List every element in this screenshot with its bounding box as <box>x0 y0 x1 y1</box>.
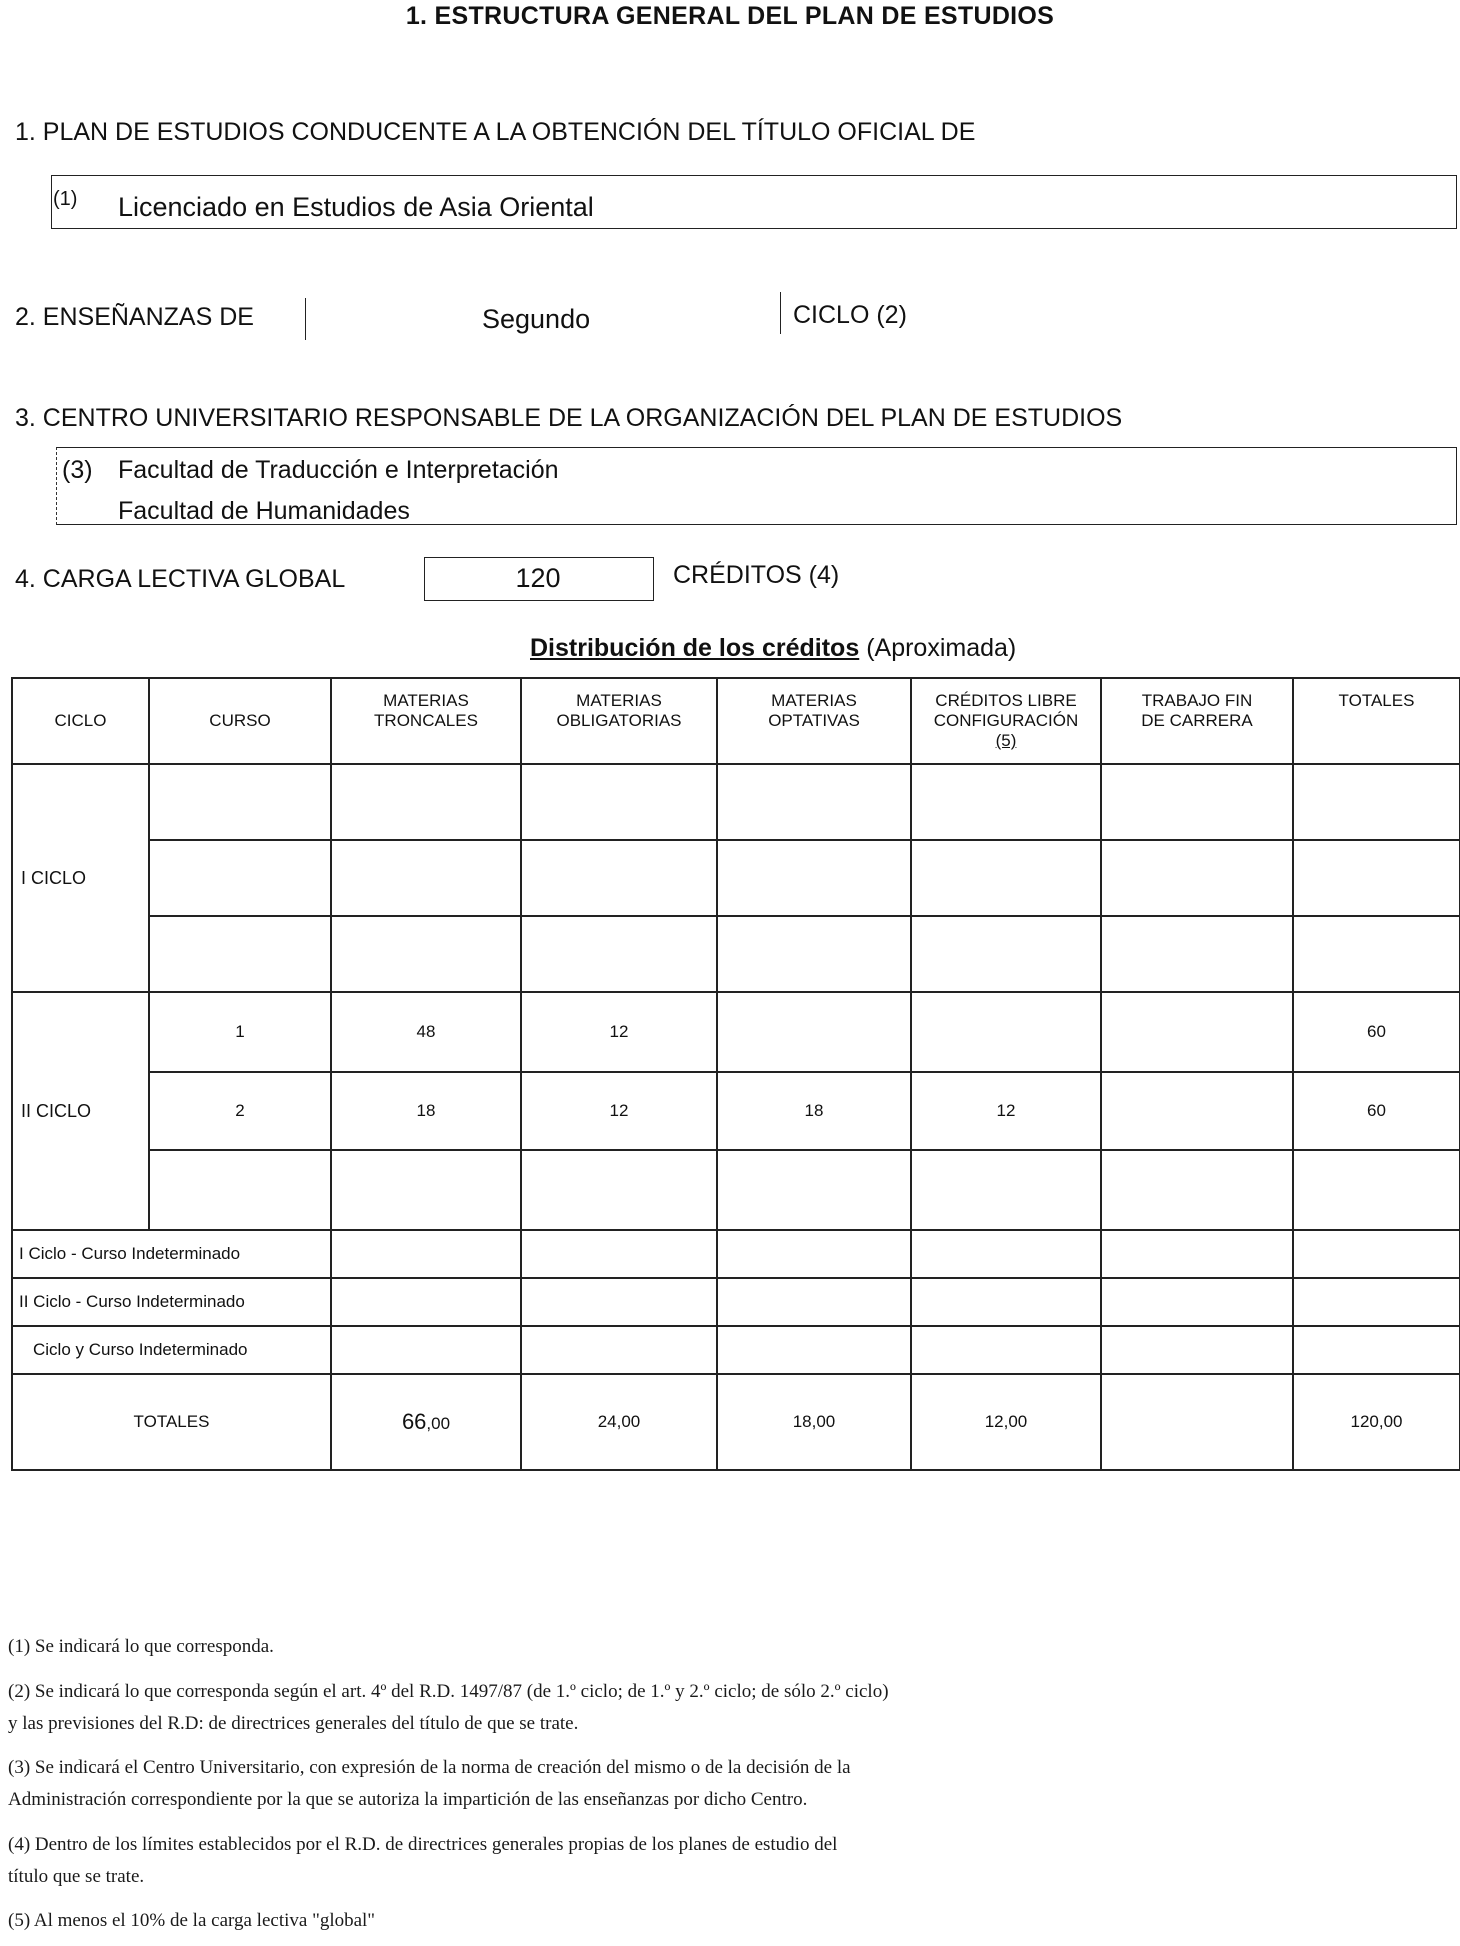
totales-cell: 60 <box>1293 1072 1460 1150</box>
ciclo1-label: I CICLO <box>12 764 149 992</box>
totals-totales: 120,00 <box>1293 1374 1460 1470</box>
table-row <box>12 840 1460 916</box>
section1-heading: 1. PLAN DE ESTUDIOS CONDUCENTE A LA OBTENCIÓN DEL TÍTULO OFICIAL DE <box>15 118 976 146</box>
header-optativas: MATERIAS OPTATIVAS <box>717 678 911 764</box>
center-line-1: Facultad de Traducción e Interpretación <box>118 456 559 484</box>
footnote-2a: (2) Se indicará lo que corresponda según el art. 4º del R.D. 1497/87 (de 1.º ciclo; de 1.º y 2.º ciclo; de sólo 2.º ciclo) <box>8 1681 889 1702</box>
indeterminado-label: I Ciclo - Curso Indeterminado <box>12 1230 331 1278</box>
credit-load-value: 120 <box>515 563 561 593</box>
totals-tfc <box>1101 1374 1293 1470</box>
totals-label: TOTALES <box>12 1374 331 1470</box>
optativas-cell <box>717 992 911 1072</box>
table-row <box>12 764 1460 840</box>
distribution-title: Distribución de los créditos <box>530 634 860 662</box>
obligatorias-cell: 12 <box>521 1072 717 1150</box>
section4-suffix: CRÉDITOS (4) <box>673 561 840 589</box>
table-row <box>12 1150 1460 1230</box>
tfc-cell <box>1101 1072 1293 1150</box>
section2-label: 2. ENSEÑANZAS DE <box>15 303 254 331</box>
curso-cell: 2 <box>149 1072 331 1150</box>
degree-title: Licenciado en Estudios de Asia Oriental <box>118 192 594 222</box>
indeterminado-label: II Ciclo - Curso Indeterminado <box>12 1278 331 1326</box>
section2-divider-left <box>305 298 306 340</box>
table-row <box>12 1230 1460 1278</box>
header-troncales: MATERIAS TRONCALES <box>331 678 521 764</box>
curso-cell: 1 <box>149 992 331 1072</box>
table-row <box>12 992 1460 1072</box>
libre-cell <box>911 992 1101 1072</box>
footnote-3b: Administración correspondiente por la que se autoriza la impartición de las enseñanzas por dicho Centro. <box>8 1789 808 1810</box>
table-row <box>12 1326 1460 1374</box>
troncales-cell: 18 <box>331 1072 521 1150</box>
table-header-row <box>12 678 1460 764</box>
credits-distribution-table <box>11 677 1460 1471</box>
header-ciclo: CICLO <box>12 678 149 764</box>
totals-optativas: 18,00 <box>717 1374 911 1470</box>
distribution-subtitle: (Aproximada) <box>866 634 1017 662</box>
troncales-cell: 48 <box>331 992 521 1072</box>
table-row <box>12 1278 1460 1326</box>
cycle-value: Segundo <box>482 304 591 334</box>
section4-label: 4. CARGA LECTIVA GLOBAL <box>15 565 346 593</box>
totals-row <box>12 1374 1460 1470</box>
footnote-3a: (3) Se indicará el Centro Universitario, con expresión de la norma de creación del mismo o de la decisión de la <box>8 1757 851 1778</box>
header-totales: TOTALES <box>1293 678 1460 764</box>
page-title: 1. ESTRUCTURA GENERAL DEL PLAN DE ESTUDIOS <box>405 2 1055 30</box>
footnote-2b: y las previsiones del R.D: de directrices generales del título de que se trate. <box>8 1713 579 1734</box>
totals-libre: 12,00 <box>911 1374 1101 1470</box>
indeterminado-label: Ciclo y Curso Indeterminado <box>12 1326 331 1374</box>
tfc-cell <box>1101 992 1293 1072</box>
section2-divider-right <box>780 292 781 334</box>
section2-suffix: CICLO (2) <box>793 301 907 329</box>
header-curso: CURSO <box>149 678 331 764</box>
table-row <box>12 916 1460 992</box>
header-obligatorias: MATERIAS OBLIGATORIAS <box>521 678 717 764</box>
footnote-1: (1) Se indicará lo que corresponda. <box>8 1636 274 1657</box>
ciclo2-label: II CICLO <box>12 992 149 1230</box>
section3-heading: 3. CENTRO UNIVERSITARIO RESPONSABLE DE LA ORGANIZACIÓN DEL PLAN DE ESTUDIOS <box>15 404 1123 432</box>
table-row <box>12 1072 1460 1150</box>
header-trabajo-fin-carrera: TRABAJO FIN DE CARRERA <box>1101 678 1293 764</box>
totals-obligatorias: 24,00 <box>521 1374 717 1470</box>
footnote-5: (5) Al menos el 10% de la carga lectiva "global" <box>8 1910 376 1931</box>
optativas-cell: 18 <box>717 1072 911 1150</box>
header-libre-configuracion: CRÉDITOS LIBRE CONFIGURACIÓN (5) <box>911 678 1101 764</box>
obligatorias-cell: 12 <box>521 992 717 1072</box>
totales-cell: 60 <box>1293 992 1460 1072</box>
note-1: (1) <box>53 188 78 210</box>
totals-troncales: 66,00 <box>331 1374 521 1470</box>
footnote-4a: (4) Dentro de los límites establecidos por el R.D. de directrices generales propias de los planes de estudio del <box>8 1834 838 1855</box>
footnote-4b: título que se trate. <box>8 1866 145 1887</box>
center-line-2: Facultad de Humanidades <box>118 497 410 525</box>
distribution-heading <box>530 634 1016 663</box>
note-3: (3) <box>62 456 93 484</box>
libre-cell: 12 <box>911 1072 1101 1150</box>
